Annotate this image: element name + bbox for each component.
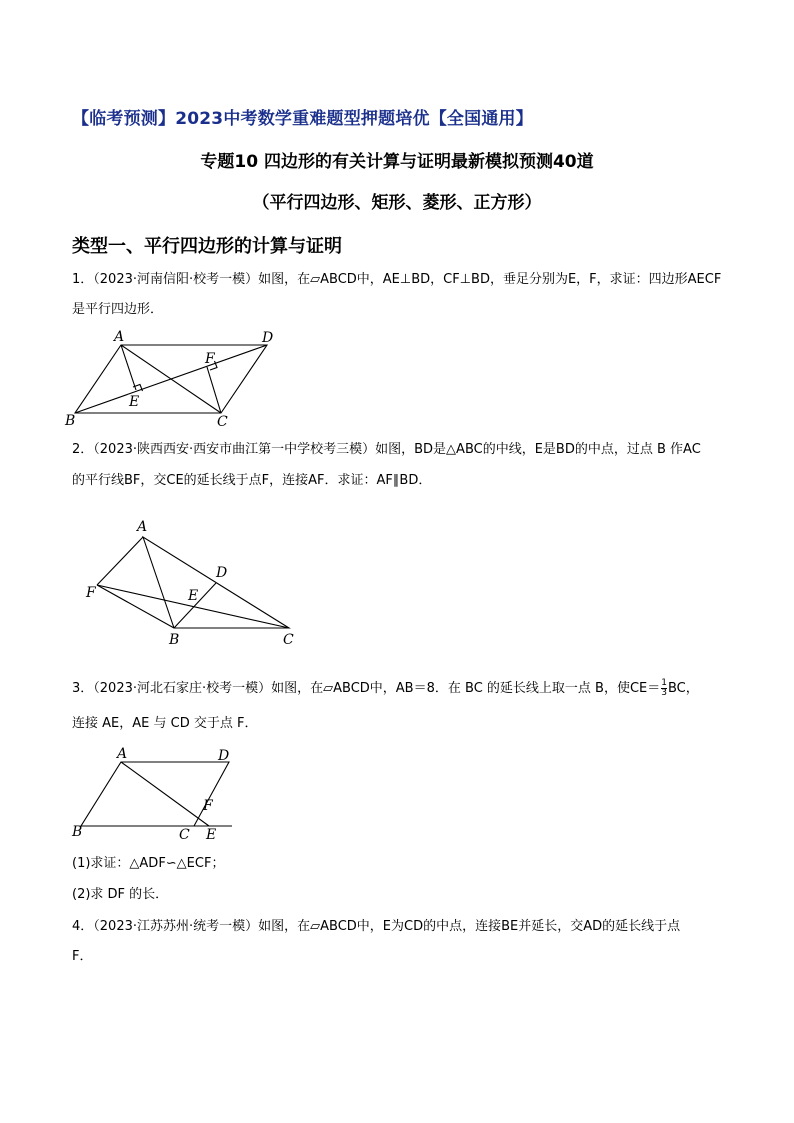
fig1-segment-cf [207,367,221,413]
fig2-label-b: B [169,632,180,648]
problem-4-text-line1: 4．（2023·江苏苏州·统考一模）如图，在▱ABCD中，E为CD的中点，连接BE并延长，交AD的延长线于点 [72,919,681,934]
problem-1-text-line1: 1．（2023·河南信阳·校考一模）如图，在▱ABCD中，AE⊥BD，CF⊥BD，垂足分别为E，F，求证：四边形AECF [72,272,722,287]
page-subtitle: （平行四边形、矩形、菱形、正方形） [252,193,542,213]
fraction-denominator: 3 [661,688,667,698]
problem-3-text-line1b: BC， [667,681,699,696]
fig3-label-f: F [203,798,213,814]
problem-3-text-line1 [72,679,699,698]
problem-4-text-line2: F． [72,949,93,964]
fig1-label-c: C [217,414,228,430]
fig2-label-f: F [86,585,96,601]
fig3-label-a: A [117,746,128,762]
fig3-label-d: D [218,748,230,764]
fraction-numerator: 1 [661,678,667,688]
figure-1-parallelogram [60,325,300,435]
page-title: 专题10 四边形的有关计算与证明最新模拟预测40道 [200,152,594,172]
problem-1-text-line2: 是平行四边形． [72,302,164,317]
fig2-label-c: C [283,632,294,648]
problem-3-part-1: (1)求证：△ADF∽△ECF； [72,856,225,871]
fig2-label-e: E [188,588,199,604]
fig2-segment-fb [97,585,174,628]
fig1-label-a: A [114,329,125,345]
figure-3-parallelogram [65,740,245,845]
problem-2-text-line2: 的平行线BF，交CE的延长线于点F，连接AF．求证：AF∥BD． [72,473,432,488]
fig2-triangle-abc [143,537,289,628]
banner: 【临考预测】2023中考数学重难题型押题培优【全国通用】 [72,109,533,129]
fig3-label-c: C [179,827,190,843]
figure-2-triangle [80,515,310,650]
fig3-segment-ae [121,762,209,826]
fig3-label-b: B [72,824,83,840]
fig1-diagonal-bd [75,345,267,413]
problem-3-text-line1a: 3．（2023·河北石家庄·校考一模）如图，在▱ABCD中，AB＝8．在 BC 的延长线上取一点 B，使CE＝ [72,681,661,696]
fig2-label-d: D [216,565,228,581]
fig3-outline [81,762,229,826]
section-heading: 类型一、平行四边形的计算与证明 [72,236,342,257]
fig1-label-d: D [262,330,274,346]
problem-3-text-line2: 连接 AE，AE 与 CD 交于点 F． [72,716,258,731]
problem-3-fraction [661,679,667,698]
problem-3-part-2: (2)求 DF 的长． [72,887,169,902]
fig2-segment-fa [97,537,143,585]
problem-2-text-line1: 2．（2023·陕西西安·西安市曲江第一中学校考三模）如图，BD是△ABC的中线，E是BD的中点，过点 B 作AC [72,442,701,457]
fig1-segment-ae [121,345,136,390]
fig1-label-f: F [205,351,215,367]
fig1-label-e: E [129,394,140,410]
fig2-label-a: A [137,519,148,535]
fig1-label-b: B [65,413,76,429]
fig3-label-e: E [206,827,217,843]
